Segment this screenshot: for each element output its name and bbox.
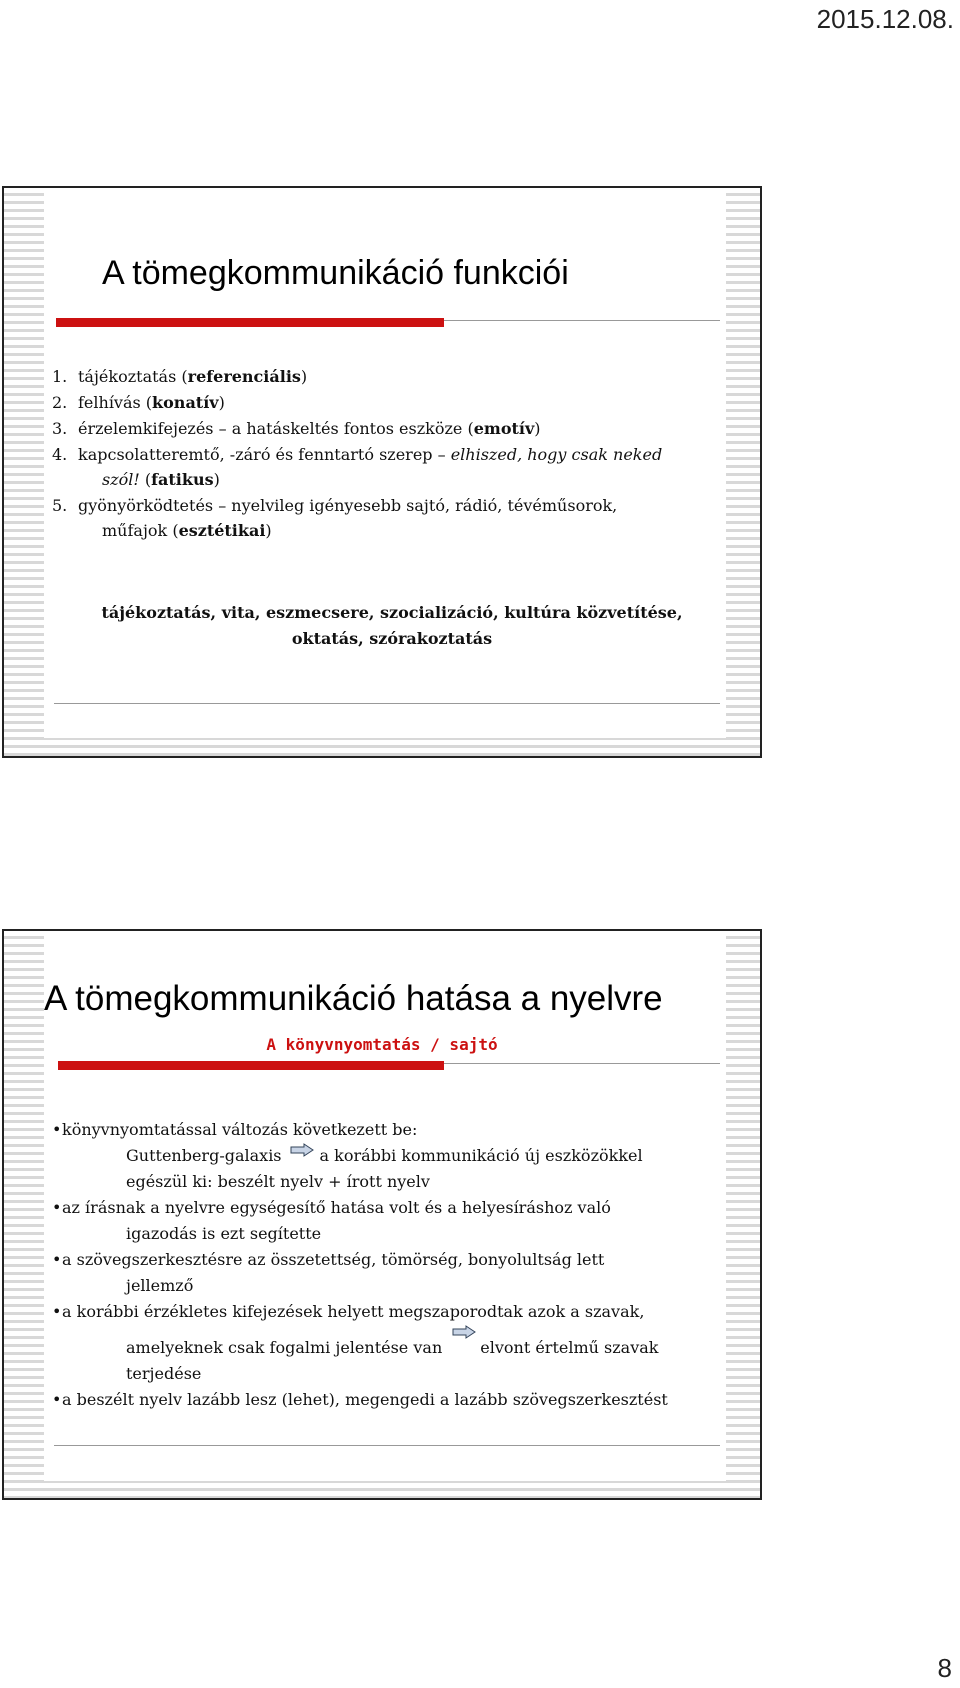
list-item: • könyvnyomtatással változás következett be: Guttenberg-galaxis a korábbi kommunikáció új eszközökkel egészül ki: beszélt nyelv + írott nyelv [52, 1117, 762, 1195]
slide-title: A tömegkommunikáció funkciói [102, 254, 569, 292]
list-item: • az írásnak a nyelvre egységesítő hatása volt és a helyesíráshoz való igazodás is ezt segítette [52, 1195, 762, 1247]
page-number: 8 [937, 1653, 952, 1683]
item-text: kapcsolatteremtő, -záró és fenntartó szerep – elhiszed, hogy csak neked [78, 445, 663, 464]
title-underline-rule [444, 320, 720, 321]
right-arrow-icon [290, 1143, 314, 1157]
list-item [52, 364, 752, 390]
item-number: 5. [52, 496, 68, 515]
slide-effects-on-language [2, 929, 762, 1500]
list-item: • a beszélt nyelv lazább lesz (lehet), megengedi a lazább szövegszerkesztést [52, 1387, 762, 1413]
item-number: 1. [52, 367, 68, 386]
summary-line: oktatás, szórakoztatás [291, 629, 493, 648]
slide-title: A tömegkommunikáció hatása a nyelvre [44, 979, 663, 1018]
item-text: érzelemkifejezés – a hatáskeltés fontos eszköze (emotív) [78, 419, 541, 438]
item-number: 2. [52, 393, 68, 412]
list-item: • a korábbi érzékletes kifejezések helyett megszaporodtak azok a szavak, amelyeknek csak fogalmi jelentése van elvont értelmű szavak terjedése [52, 1299, 762, 1387]
item-text-continued: szól! (fatikus) [102, 470, 220, 489]
title-underline-accent [56, 318, 444, 327]
summary-line: tájékoztatás, vita, eszmecsere, szocializáció, kultúra közvetítése, [101, 603, 683, 622]
footer-rule [54, 1445, 720, 1446]
item-text-continued: műfajok (esztétikai) [102, 521, 272, 540]
list-item [52, 390, 752, 416]
item-number: 3. [52, 419, 68, 438]
title-underline-rule [444, 1063, 720, 1064]
functions-summary [52, 600, 732, 652]
title-underline-accent [58, 1061, 444, 1070]
list-item [52, 493, 752, 544]
list-item [52, 416, 752, 442]
page-date: 2015.12.08. [816, 4, 954, 34]
slide-subtitle: A könyvnyomtatás / sajtó [266, 1035, 498, 1054]
item-text: felhívás (konatív) [78, 393, 225, 412]
function-list [52, 364, 752, 544]
footer-rule [54, 703, 720, 704]
list-item [52, 442, 752, 493]
right-arrow-icon [452, 1325, 476, 1339]
item-text: tájékoztatás (referenciális) [78, 367, 308, 386]
slide-functions [2, 186, 762, 758]
effects-list [52, 1117, 762, 1413]
item-text: gyönyörködtetés – nyelvileg igényesebb sajtó, rádió, tévéműsorok, [78, 496, 618, 515]
list-item: • a szövegszerkesztésre az összetettség, tömörség, bonyolultság lett jellemző [52, 1247, 762, 1299]
item-number: 4. [52, 445, 68, 464]
